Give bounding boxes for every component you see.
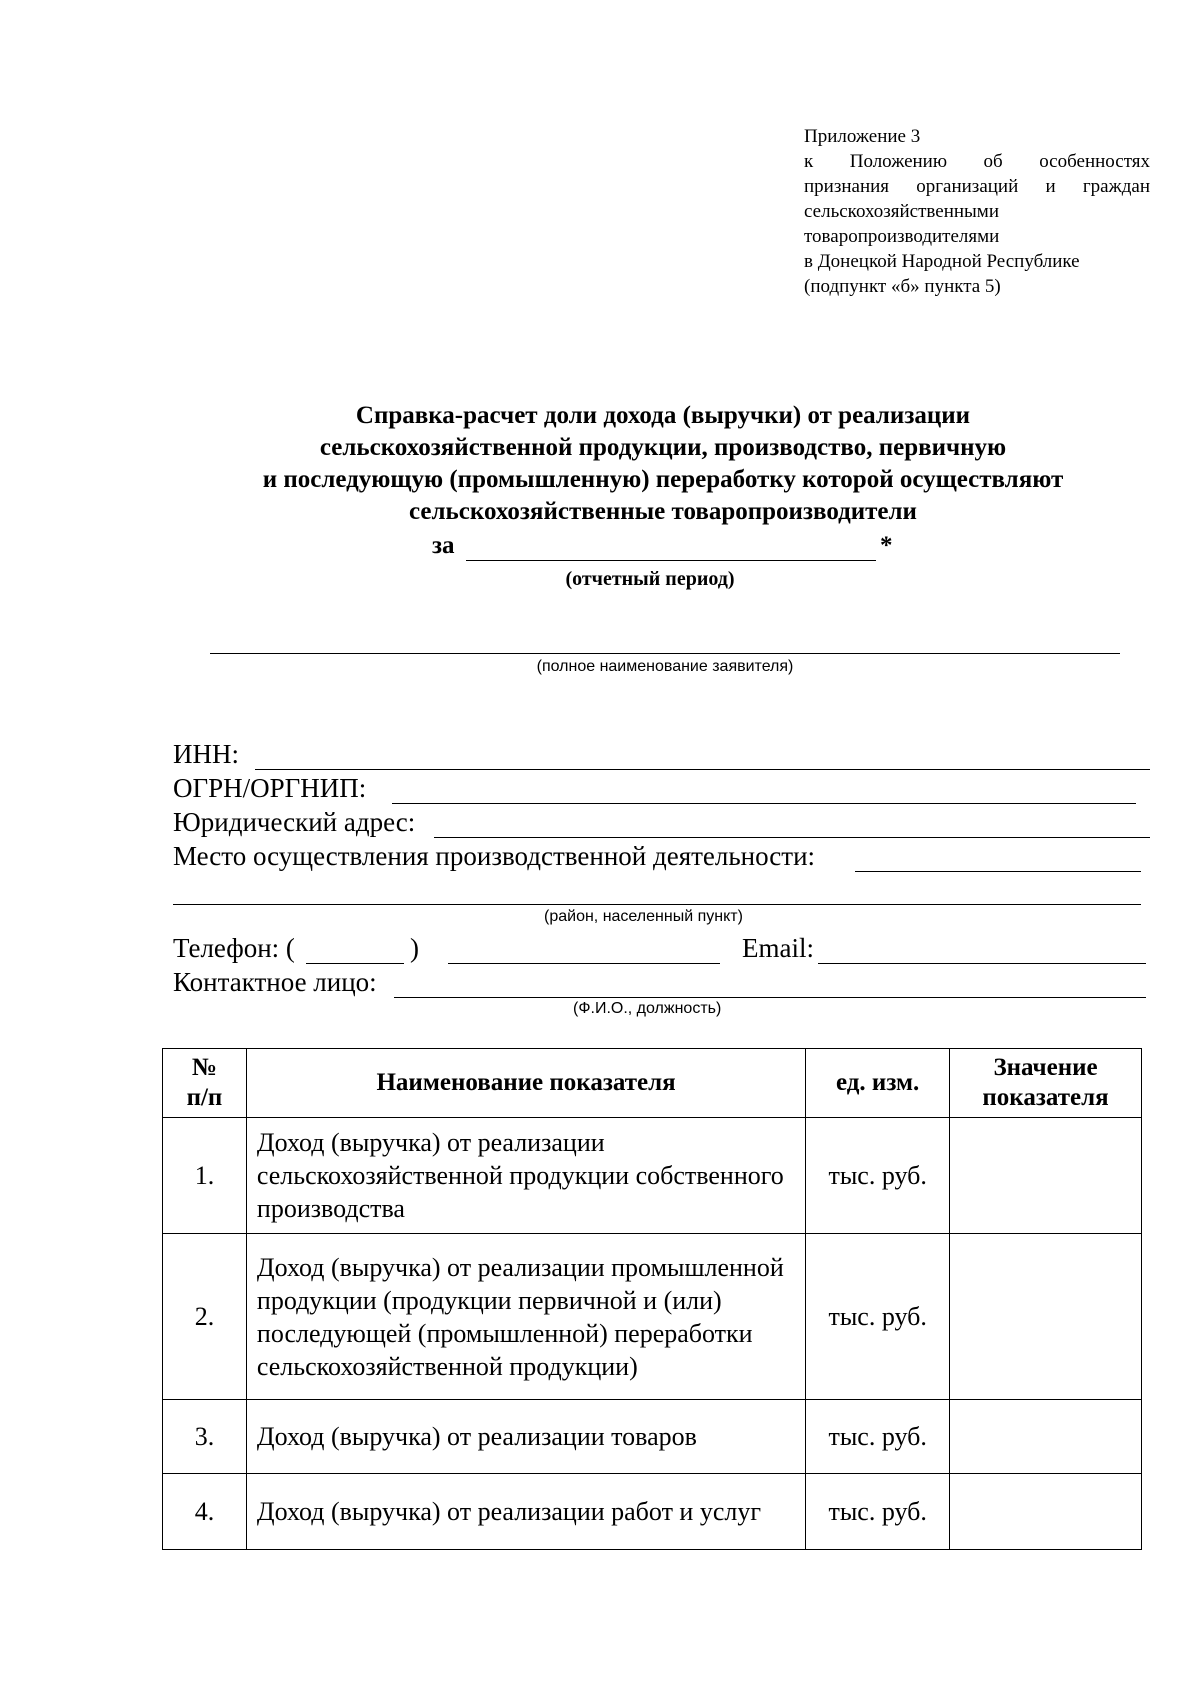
footnote-mark: * <box>880 532 893 559</box>
email-label: Email: <box>742 933 814 963</box>
district-input-line[interactable] <box>173 904 1141 905</box>
header-value-line1: Значение <box>993 1054 1098 1081</box>
header-value <box>950 1049 1142 1118</box>
phone-number-input-line[interactable] <box>448 963 720 964</box>
header-number <box>163 1049 247 1118</box>
production-place-input-line[interactable] <box>855 871 1141 872</box>
row-unit: тыс. руб. <box>806 1118 950 1234</box>
header-number-sign: № <box>191 1054 218 1081</box>
district-caption: (район, населенный пункт) <box>544 908 743 925</box>
header-indicator-name: Наименование показателя <box>246 1049 805 1118</box>
legal-address-input-line[interactable] <box>434 837 1150 838</box>
annex-block <box>804 124 1150 299</box>
annex-line: к Положению об особенностях <box>804 151 1150 172</box>
row-indicator-name: Доход (выручка) от реализации сельскохозяйственной продукции собственного производства <box>246 1118 805 1234</box>
row-number: 4. <box>163 1474 247 1550</box>
email-input-line[interactable] <box>818 963 1146 964</box>
table-row <box>163 1118 1142 1234</box>
header-number-abbr: п/п <box>186 1084 223 1111</box>
row-unit: тыс. руб. <box>806 1234 950 1400</box>
table-row <box>163 1400 1142 1474</box>
ogrn-label: ОГРН/ОРГНИП: <box>173 773 367 803</box>
row-number: 3. <box>163 1400 247 1474</box>
contact-caption: (Ф.И.О., должность) <box>573 1000 722 1017</box>
ogrn-input-line[interactable] <box>392 803 1136 804</box>
contact-label: Контактное лицо: <box>173 967 377 997</box>
row-indicator-name: Доход (выручка) от реализации товаров <box>246 1400 805 1474</box>
table-row <box>163 1474 1142 1550</box>
row-value-cell[interactable] <box>950 1234 1142 1400</box>
row-value-cell[interactable] <box>950 1400 1142 1474</box>
indicators-table <box>162 1048 1142 1550</box>
annex-title: Приложение 3 <box>804 126 921 147</box>
row-value-cell[interactable] <box>950 1474 1142 1550</box>
row-indicator-name: Доход (выручка) от реализации работ и услуг <box>246 1474 805 1550</box>
phone-label: Телефон: ( <box>173 933 295 963</box>
inn-input-line[interactable] <box>255 769 1150 770</box>
phone-code-input-line[interactable] <box>306 963 404 964</box>
row-indicator-name: Доход (выручка) от реализации промышленной продукции (продукции первичной и (или) последующей (промышленной) переработки сельскохозяйственной продукции) <box>246 1234 805 1400</box>
table-header-row <box>163 1049 1142 1118</box>
contact-input-line[interactable] <box>394 997 1146 998</box>
row-value-cell[interactable] <box>950 1118 1142 1234</box>
title-line: сельскохозяйственные товаропроизводители <box>409 498 917 525</box>
row-number: 2. <box>163 1234 247 1400</box>
period-caption: (отчетный период) <box>565 568 735 590</box>
header-unit: ед. изм. <box>806 1049 950 1118</box>
applicant-name-line[interactable] <box>210 653 1120 654</box>
title-line: сельскохозяйственной продукции, производство, первичную <box>319 434 1007 461</box>
document-title <box>150 400 1176 528</box>
legal-address-label: Юридический адрес: <box>173 807 416 837</box>
row-number: 1. <box>163 1118 247 1234</box>
annex-line: признания организаций и граждан <box>804 176 1150 197</box>
title-line: и последующую (промышленную) переработку которой осуществляют <box>262 466 1064 493</box>
phone-paren-close: ) <box>410 933 419 963</box>
applicant-name-caption: (полное наименование заявителя) <box>536 658 794 675</box>
annex-line: (подпункт «б» пункта 5) <box>804 276 1001 297</box>
production-place-label: Место осуществления производственной деятельности: <box>173 841 816 871</box>
annex-line: товаропроизводителями <box>804 226 1000 247</box>
annex-line: в Донецкой Народной Республике <box>804 251 1080 272</box>
inn-label: ИНН: <box>173 739 239 769</box>
row-unit: тыс. руб. <box>806 1400 950 1474</box>
period-input-line[interactable] <box>466 560 876 561</box>
period-prefix: за <box>432 532 455 559</box>
annex-line: сельскохозяйственными <box>804 201 999 222</box>
row-unit: тыс. руб. <box>806 1474 950 1550</box>
title-line: Справка-расчет доли дохода (выручки) от реализации <box>355 402 971 429</box>
header-value-line2: показателя <box>982 1084 1109 1111</box>
table-row <box>163 1234 1142 1400</box>
